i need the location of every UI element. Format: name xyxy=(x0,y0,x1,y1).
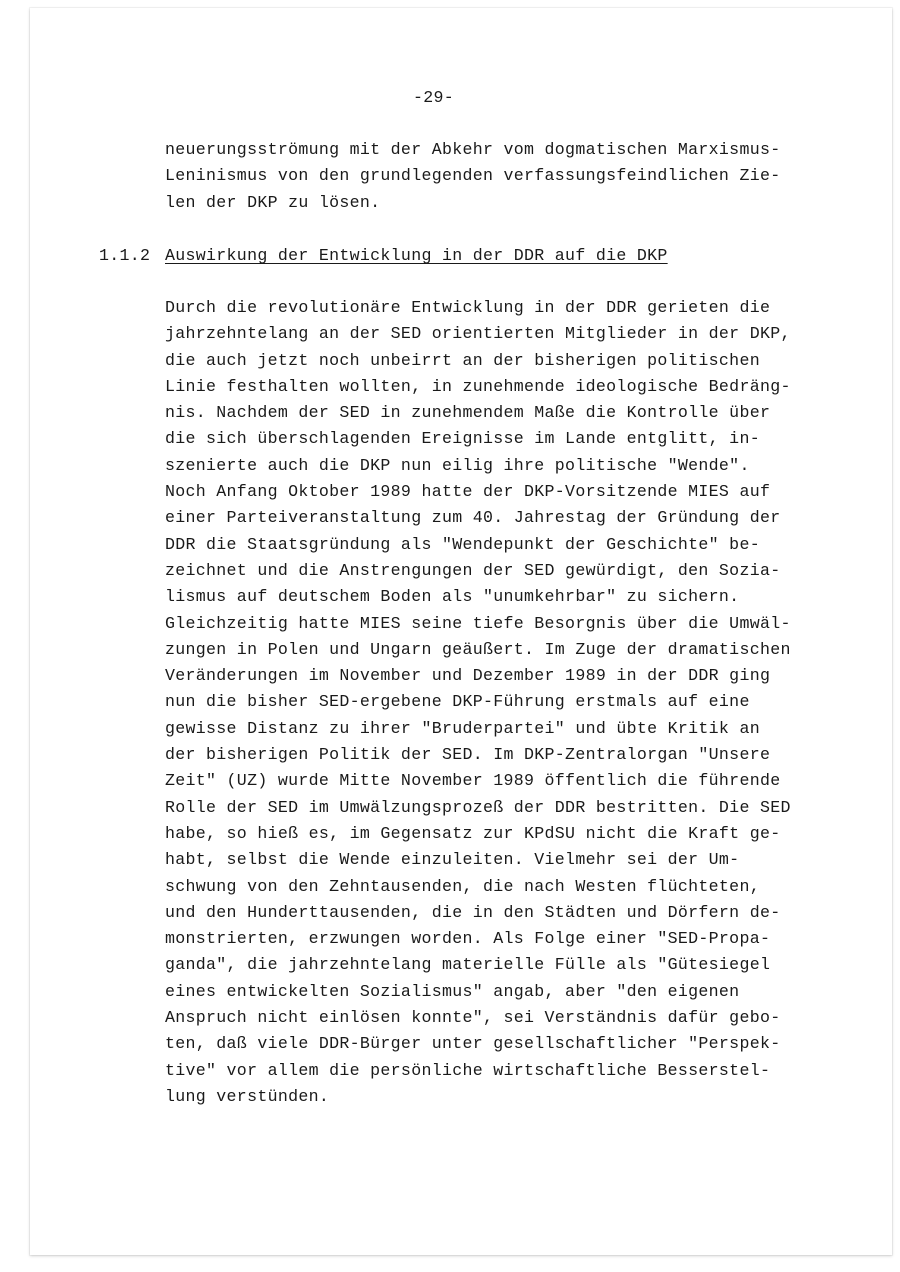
text-line: habt, selbst die Wende einzuleiten. Vielmehr sei der Um- xyxy=(165,850,740,870)
text-line: lismus auf deutschem Boden als "unumkehrbar" zu sichern. xyxy=(165,587,740,607)
text-line: szenierte auch die DKP nun eilig ihre politische "Wende". xyxy=(165,455,750,475)
text-line: einer Parteiveranstaltung zum 40. Jahrestag der Gründung der xyxy=(165,508,781,528)
text-line: eines entwickelten Sozialismus" angab, aber "den eigenen xyxy=(165,981,740,1001)
text-line: und den Hunderttausenden, die in den Städten und Dörfern de- xyxy=(165,902,781,922)
text-line: tive" vor allem die persönliche wirtschaftliche Besserstel- xyxy=(165,1060,771,1080)
text-line: jahrzehntelang an der SED orientierten Mitglieder in der DKP, xyxy=(165,324,791,344)
page-number: -29- xyxy=(413,88,455,107)
text-line: gewisse Distanz zu ihrer "Bruderpartei" und übte Kritik an xyxy=(165,718,760,738)
text-line: habe, so hieß es, im Gegensatz zur KPdSU nicht die Kraft ge- xyxy=(165,823,781,843)
text-line: Leninismus von den grundlegenden verfassungsfeindlichen Zie- xyxy=(165,166,781,186)
body-paragraph xyxy=(165,295,791,1110)
text-line: der bisherigen Politik der SED. Im DKP-Zentralorgan "Unsere xyxy=(165,745,771,765)
text-line: nis. Nachdem der SED in zunehmendem Maße die Kontrolle über xyxy=(165,403,771,423)
text-line: Noch Anfang Oktober 1989 hatte der DKP-Vorsitzende MIES auf xyxy=(165,482,771,502)
text-line: nun die bisher SED-ergebene DKP-Führung erstmals auf eine xyxy=(165,692,750,712)
text-line: Zeit" (UZ) wurde Mitte November 1989 öffentlich die führende xyxy=(165,771,781,791)
text-line: zungen in Polen und Ungarn geäußert. Im Zuge der dramatischen xyxy=(165,639,791,659)
text-line: schwung von den Zehntausenden, die nach Westen flüchteten, xyxy=(165,876,760,896)
text-line: die auch jetzt noch unbeirrt an der bisherigen politischen xyxy=(165,350,760,370)
paragraph-continuation xyxy=(165,137,780,216)
text-line: zeichnet und die Anstrengungen der SED gewürdigt, den Sozia- xyxy=(165,560,781,580)
text-line: DDR die Staatsgründung als "Wendepunkt der Geschichte" be- xyxy=(165,534,760,554)
text-line: Veränderungen im November und Dezember 1989 in der DDR ging xyxy=(165,666,771,686)
text-line: neuerungsströmung mit der Abkehr vom dogmatischen Marxismus- xyxy=(165,140,781,159)
text-line: Anspruch nicht einlösen konnte", sei Verständnis dafür gebo- xyxy=(165,1008,781,1028)
text-line: Rolle der SED im Umwälzungsprozeß der DDR bestritten. Die SED xyxy=(165,797,791,817)
section-number: 1.1.2 xyxy=(99,246,151,265)
text-line: lung verstünden. xyxy=(165,1086,330,1106)
text-line: len der DKP zu lösen. xyxy=(165,192,381,212)
text-line: Linie festhalten wollten, in zunehmende ideologische Bedräng- xyxy=(165,376,791,396)
section-heading: Auswirkung der Entwicklung in der DDR auf die DKP xyxy=(165,246,668,265)
text-line: die sich überschlagenden Ereignisse im Lande entglitt, in- xyxy=(165,429,760,449)
text-line: monstrierten, erzwungen worden. Als Folge einer "SED-Propa- xyxy=(165,929,771,949)
text-line: ganda", die jahrzehntelang materielle Fülle als "Gütesiegel xyxy=(165,955,771,975)
text-line: Gleichzeitig hatte MIES seine tiefe Besorgnis über die Umwäl- xyxy=(165,613,791,633)
text-line: ten, daß viele DDR-Bürger unter gesellschaftlicher "Perspek- xyxy=(165,1034,781,1054)
text-line: Durch die revolutionäre Entwicklung in der DDR gerieten die xyxy=(165,298,771,317)
